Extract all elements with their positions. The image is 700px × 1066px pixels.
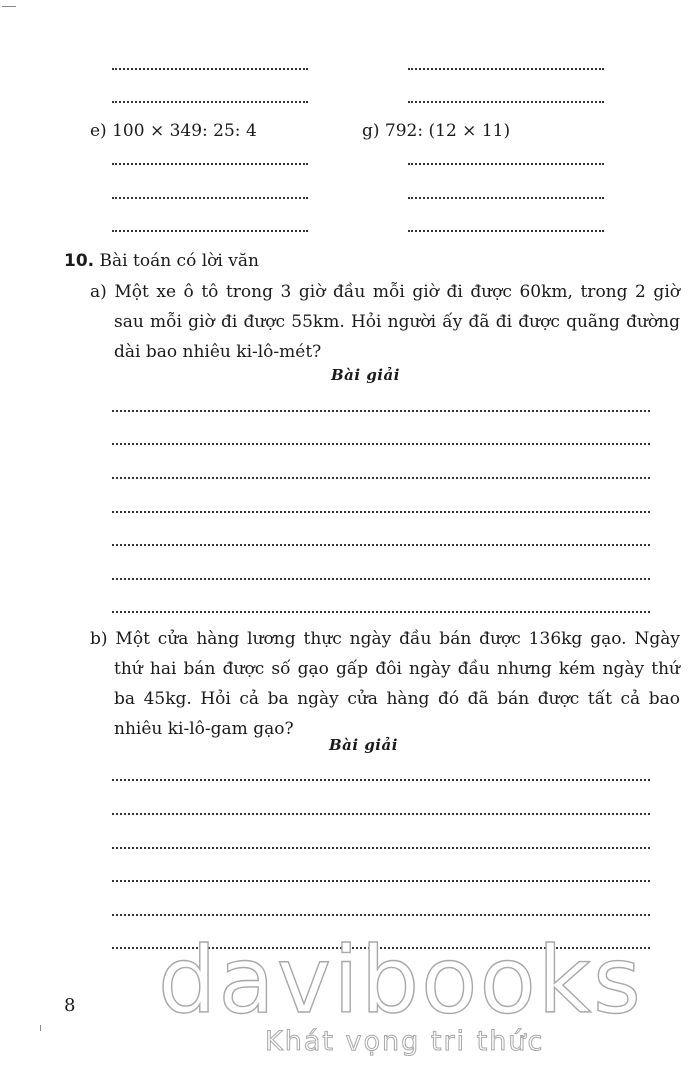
answer-line [112, 230, 308, 232]
solution-line [112, 477, 650, 479]
problem-10a-text: a) Một xe ô tô trong 3 giờ đầu mỗi giờ đi được 60km, trong 2 giờ sau mỗi giờ đi được 55km. Hỏi người ấy đã đi được quãng đường dài bao nhiêu ki-lô-mét? [90, 282, 680, 362]
scan-mark-bottom [40, 1025, 41, 1031]
watermark-brand: davibooks [158, 927, 643, 1034]
answer-line [408, 68, 604, 70]
answer-line [408, 101, 604, 103]
answer-line [408, 163, 604, 165]
answer-line [112, 163, 308, 165]
problem-title: Bài toán có lời văn [99, 251, 259, 271]
answer-line [112, 101, 308, 103]
solution-line [112, 779, 650, 781]
scan-mark-top [2, 6, 16, 7]
solution-line [112, 410, 650, 412]
solution-line [112, 914, 650, 916]
solution-line [112, 813, 650, 815]
solution-line [112, 443, 650, 445]
answer-line [112, 68, 308, 70]
problem-10b-text: b) Một cửa hàng lương thực ngày đầu bán được 136kg gạo. Ngày thứ hai bán được số gạo gấp đôi ngày đầu nhưng kém ngày thứ ba 45kg. Hỏi cả ba ngày cửa hàng đó đã bán được tất cả bao nhiêu ki-lô-gam gạo? [90, 629, 680, 739]
solution-line [112, 847, 650, 849]
solution-heading-b: Bài giải [329, 736, 398, 754]
watermark-slogan: Khát vọng tri thức [265, 1026, 545, 1057]
solution-line [112, 611, 650, 613]
problem-10-heading [64, 253, 259, 270]
solution-line [112, 511, 650, 513]
answer-line [112, 197, 308, 199]
solution-line [112, 880, 650, 882]
exercise-e: e) 100 × 349: 25: 4 [90, 121, 257, 141]
answer-line [408, 230, 604, 232]
solution-line [112, 544, 650, 546]
page-number: 8 [64, 995, 76, 1016]
solution-heading-a: Bài giải [331, 366, 400, 384]
solution-line [112, 578, 650, 580]
problem-number: 10. [64, 251, 95, 271]
exercise-g: g) 792: (12 × 11) [362, 121, 511, 141]
answer-line [408, 197, 604, 199]
